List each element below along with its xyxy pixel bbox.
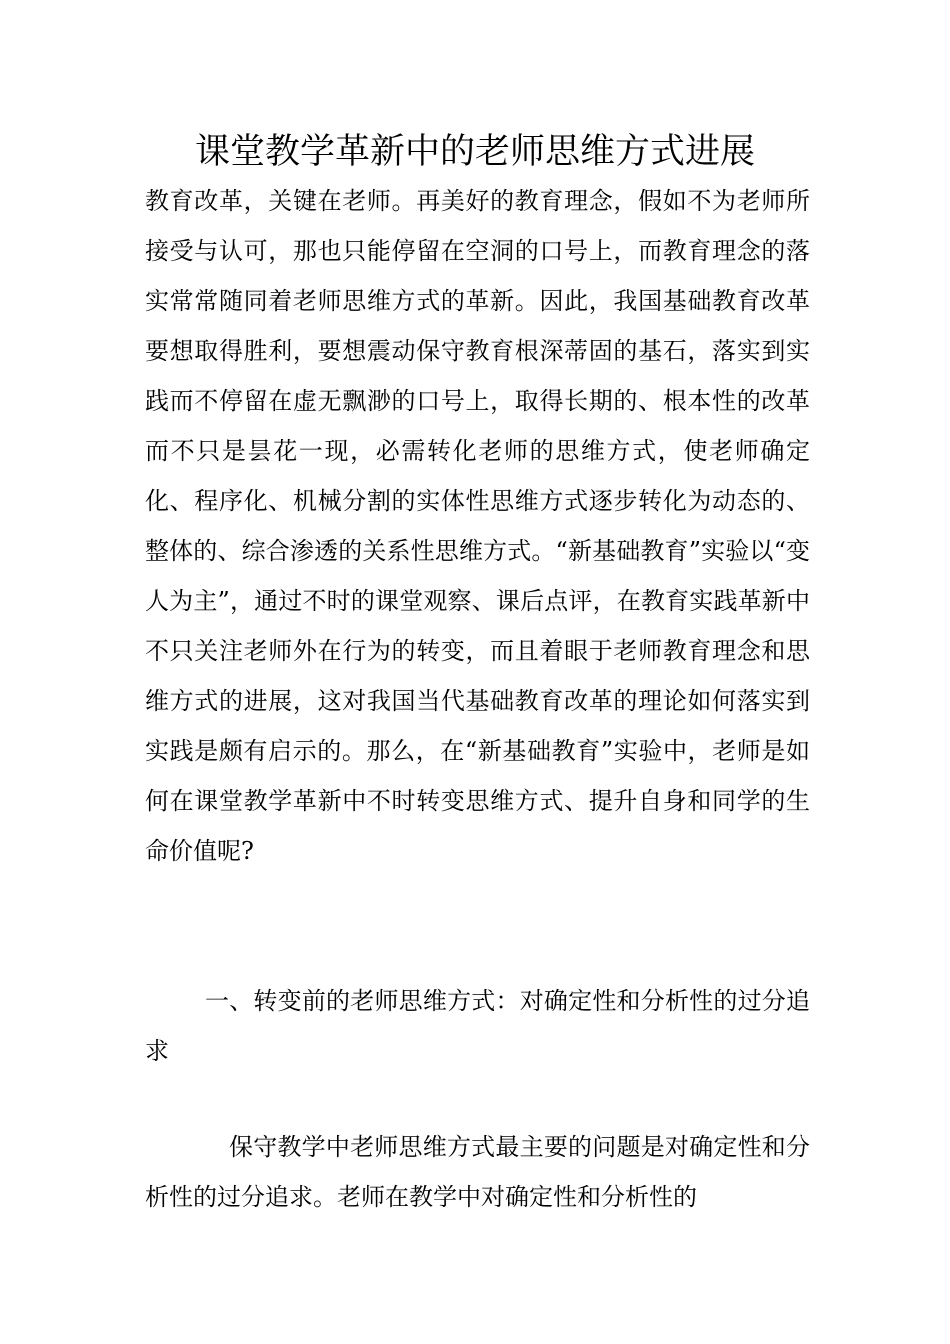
intro-paragraph: 教育改革，关键在老师。再美好的教育理念，假如不为老师所接受与认可，那也只能停留在空洞的口号上，而教育理念的落实常常随同着老师思维方式的革新。因此，我国基础教育改革要想取得胜利，要想震动保守教育根深蒂固的基石，落实到实践而不停留在虚无飘渺的口号上，取得长期的、根本性的改革而不只是昙花一现，必需转化老师的思维方式，使老师确定化、程序化、机械分割的实体性思维方式逐步转化为动态的、整体的、综合渗透的关系性思维方式。“新基础教育”实验以“变人为主”，通过不时的课堂观察、课后点评，在教育实践革新中不只关注老师外在行为的转变，而且着眼于老师教育理念和思维方式的进展，这对我国当代基础教育改革的理论如何落实到实践是颇有启示的。那么，在“新基础教育”实验中，老师是如何在课堂教学革新中不时转变思维方式、提升自身和同学的生命价值呢? [145, 187, 810, 865]
section-heading: 一、转变前的老师思维方式：对确定性和分析性的过分追求 [145, 987, 810, 1065]
section-paragraph: 保守教学中老师思维方式最主要的问题是对确定性和分析性的过分追求。老师在教学中对确定性和分析性的 [145, 1133, 810, 1211]
document-title: 课堂教学革新中的老师思维方式进展 [194, 132, 755, 172]
